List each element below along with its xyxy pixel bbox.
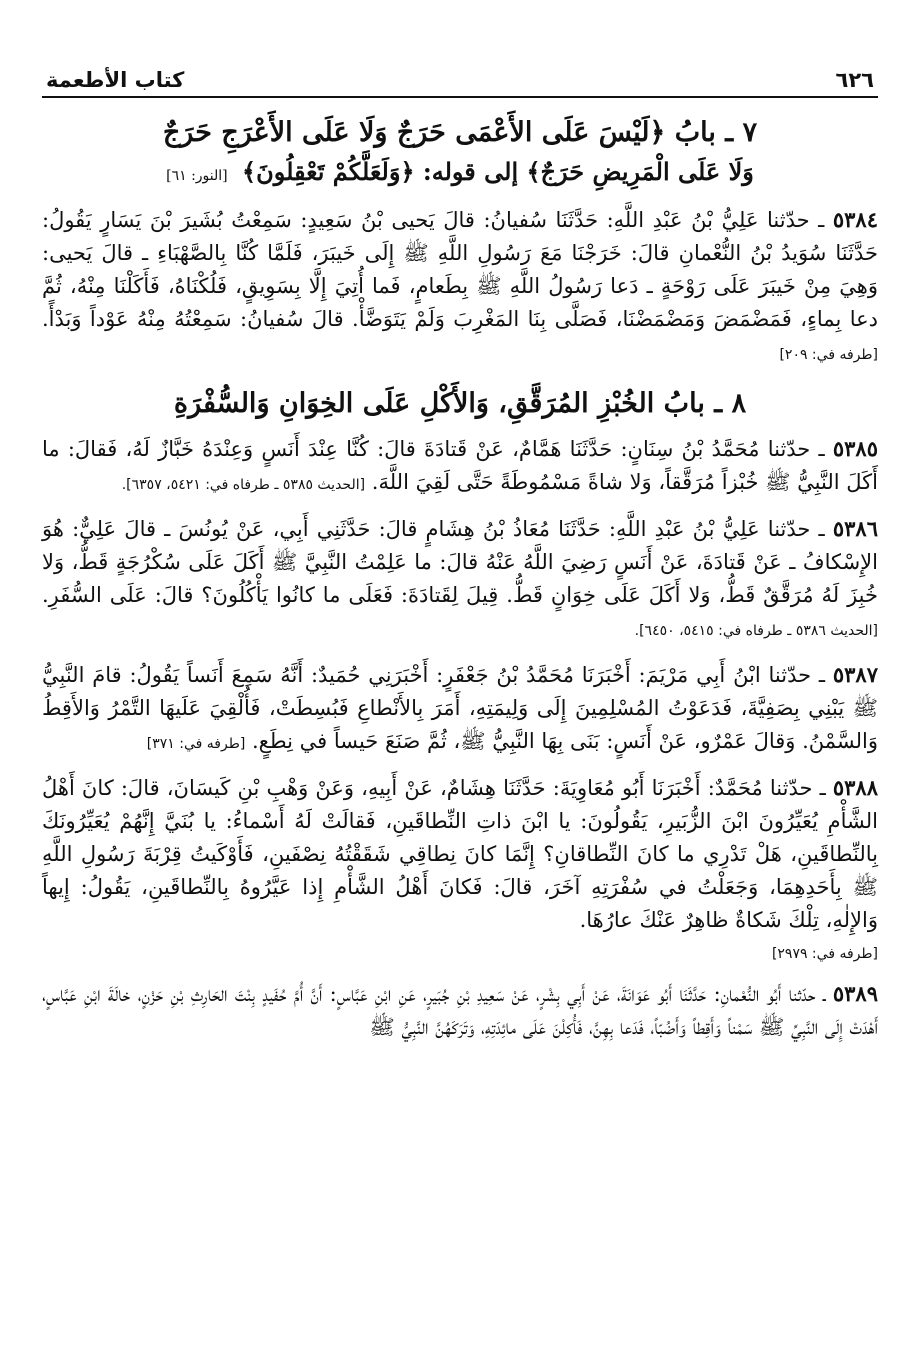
hadith-number: ٥٣٨٤ xyxy=(832,207,878,232)
chapter-7-title: ٧ ـ بابُ ﴿لَيْسَ عَلَى الأَعْمَى حَرَجٌ وَلَا عَلَى الأَعْرَجِ حَرَجٌ xyxy=(162,117,758,148)
hadith-5384 xyxy=(42,203,878,372)
page-number: ٦٢٦ xyxy=(835,68,874,92)
chapter-7-verse-source: [النور: ٦١] xyxy=(166,168,228,184)
book-title: كتاب الأطعمة xyxy=(46,68,185,92)
chapter-8-title: ٨ ـ بابُ الخُبْزِ المُرَقَّقِ، وَالأَكْلِ عَلَى الخِوَانِ وَالسُّفْرَةِ xyxy=(173,388,747,419)
hadith-reference: [طرفه في: ٢٠٩] xyxy=(779,347,878,363)
hadith-text: ـ حدّثنا مُحَمَّدٌ: أَخْبَرَنَا أَبُو مُعَاوِيَةَ: حَدَّثَنَا هِشَامٌ، عَنْ أَبِيهِ، وَعَنْ وَهْبِ بْنِ كَيسَانَ، قالَ: كانَ أَهْلُ الشَّأْمِ يُعَيِّرُونَ ابْنَ الزُّبَيرِ، يَقُولُونَ: يا ابْنَ ذاتِ النِّطاقَينِ، فَقالَتْ لَهُ أَسْماءُ: يا بُنَيَّ إِنَّهُمْ يُعَيِّرُونَكَ بِالنِّطاقَينِ، هَلْ تَدْرِي ما كانَ النِّطاقانِ؟ إِنَّمَا كانَ نِطاقِي شَقَقْتُهُ نِصْفَينِ، فَأَوْكَيتُ قِرْبَةَ رَسُولِ اللَّهِ ﷺ بِأَحَدِهِمَا، وَجَعَلْتُ في سُفْرَتِهِ آخَرَ، قالَ: فَكانَ أَهْلُ الشَّأْمِ إِذا عَيَّرُوهُ بِالنِّطاقَينِ، يَقُولُ: إِيهاً وَالإِلٰهِ، تِلْكَ شَكاةٌ ظاهِرٌ عَنْكَ عارُهَا. xyxy=(42,776,878,932)
hadith-5387 xyxy=(42,658,878,761)
hadith-reference: [الحديث ٥٣٨٦ ـ طرفاه في: ٥٤١٥، ٦٤٥٠]. xyxy=(634,623,878,639)
hadith-text: ـ حدّثنا عَلِيُّ بْنُ عَبْدِ اللَّهِ: حَدَّثَنَا مُعَاذُ بْنُ هِشَامٍ قالَ: حَدَّثَنِي أَبِي، عَنْ يُونُسَ ـ قالَ عَلِيٌّ: هُوَ الإِسْكافُ ـ عَنْ قَتادَةَ، عَنْ أَنَسٍ رَضِيَ اللَّهُ عَنْهُ قالَ: ما عَلِمْتُ النَّبِيَّ ﷺ أَكَلَ عَلَى سُكْرُجَةٍ قَطُّ، وَلا خُبِزَ لَهُ مُرَقَّقٌ قَطُّ، وَلا أَكَلَ عَلَى خِوَانٍ قَطُّ. قِيلَ لِقَتادَةَ: فَعَلَى ما كانُوا يَأْكُلُونَ؟ قالَ: عَلَى السُّفَرِ. xyxy=(42,517,878,607)
hadith-reference: [الحديث ٥٣٨٥ ـ طرفاه في: ٥٤٢١، ٦٣٥٧]. xyxy=(121,477,366,493)
hadith-number: ٥٣٨٦ xyxy=(832,516,878,541)
chapter-7-verse-text: وَلَا عَلَى الْمَرِيضِ حَرَجٌ﴾ إلى قوله: ﴿وَلَعَلَّكُمْ تَعْقِلُونَ﴾ xyxy=(242,157,754,186)
hadith-5388 xyxy=(42,771,878,937)
hadith-5388-reference: [طرفه في: ٢٩٧٩] xyxy=(771,946,878,962)
page-content xyxy=(42,112,878,1044)
hadith-5385 xyxy=(42,432,878,502)
chapter-7-verse xyxy=(42,153,878,195)
hadith-text: ـ حدّثنا ابْنُ أَبِي مَرْيَمَ: أَخْبَرَنَا مُحَمَّدُ بْنُ جَعْفَرٍ: أَخْبَرَنِي حُمَيدٌ: أَنَّهُ سَمِعَ أَنَساً يَقُولُ: قامَ النَّبِيُّ ﷺ يَبْنِي بِصَفِيَّةَ، فَدَعَوْتُ المُسْلِمِينَ إِلَى وَلِيمَتِهِ، أَمَرَ بِالأَنْطاعِ فَبُسِطَتْ، فَأُلْقِيَ عَلَيهَا التَّمْرُ وَالأَقِطُ وَالسَّمْنُ. وَقالَ عَمْرٌو، عَنْ أَنَسٍ: بَنَى بِهَا النَّبِيُّ ﷺ، ثُمَّ صَنَعَ حَيساً في نِطَعٍ. xyxy=(42,663,878,753)
hadith-number: ٥٣٨٨ xyxy=(832,775,878,800)
hadith-5386 xyxy=(42,512,878,648)
hadith-5389 xyxy=(42,977,878,1044)
page-header xyxy=(42,52,878,98)
hadith-text: ـ حدّثنا مُحَمَّدُ بْنُ سِنَانٍ: حَدَّثَنَا هَمَّامٌ، عَنْ قَتادَةَ قالَ: كُنَّا عِنْدَ أَنَسٍ وَعِنْدَهُ خَبَّازٌ لَهُ، فَقالَ: ما أَكَلَ النَّبِيُّ ﷺ خُبْزاً مُرَقَّقاً، وَلا شاةً مَسْمُوطَةً حَتَّى لَقِيَ اللَّهَ. xyxy=(42,437,878,494)
hadith-number: ٥٣٨٥ xyxy=(832,436,878,461)
hadith-number: ٥٣٨٩ xyxy=(832,981,878,1006)
hadith-reference: [طرفه في: ٣٧١] xyxy=(146,736,246,752)
hadith-number: ٥٣٨٧ xyxy=(832,662,878,687)
hadith-text: ـ حدّثنا عَلِيُّ بْنُ عَبْدِ اللَّهِ: حَدَّثَنَا سُفيانُ: قالَ يَحيى بْنُ سَعِيدٍ: سَمِعْتُ بُشَيرَ بْنَ يَسَارٍ يَقُولُ: حَدَّثَنَا سُوَيدُ بْنُ النُّعْمانِ قالَ: خَرَجْنَا مَعَ رَسُولِ اللَّهِ ﷺ إِلَى خَيبَرَ، فَلَمَّا كُنَّا بِالصَّهْبَاءِ ـ قالَ يَحيى: وَهِيَ مِنْ خَيبَرَ عَلَى رَوْحَةٍ ـ دَعا رَسُولُ اللَّهِ ﷺ بِطَعامٍ، فَما أُتِيَ إِلَّا بِسَوِيقٍ، فَلُكْنَاهُ، فَأَكَلْنَا مِنْهُ، ثُمَّ دعا بِماءٍ، فَمَضْمَضَ وَمَضْمَضْنَا، فَصَلَّى بِنَا المَغْرِبَ وَلَمْ يَتَوَضَّأْ. قالَ سُفيانُ: سَمِعْتُهُ مِنْهُ عَوْداً وَبَدْأً. xyxy=(42,208,878,331)
hadith-text: ـ حدّثنا أَبُو النُّعْمانِ: حَدَّثَنَا أَبُو عَوَانَةَ، عَنْ أَبِي بِشْرٍ، عَنْ سَعِيدِ بْنِ جُبَيرٍ، عَنِ ابْنِ عَبَّاسٍ: أَنَّ أُمَّ حُفَيدٍ بِنْتَ الحَارِثِ بْنِ حَزْنٍ، خالَةَ ابْنِ عَبَّاسٍ، أَهْدَتْ إِلَى النَّبِيِّ ﷺ سَمْناً وَأَقِطاً وَأَضُبّاً، فَدَعا بِهِنَّ، فَأُكِلْنَ عَلَى مائِدَتِهِ، وَتَرَكَهُنَّ النَّبِيُّ ﷺ xyxy=(42,982,878,1039)
